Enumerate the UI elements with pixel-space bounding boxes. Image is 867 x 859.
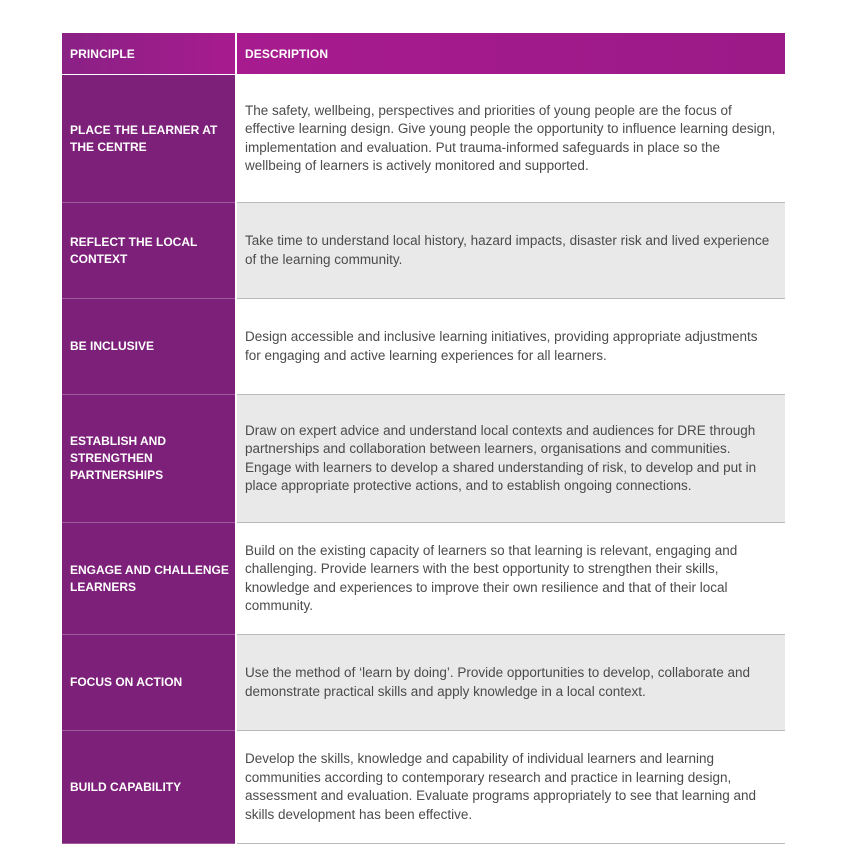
description-cell: Take time to understand local history, hazard impacts, disaster risk and lived experience of the learning community.	[236, 203, 785, 299]
table-row	[62, 299, 785, 395]
table-row	[62, 203, 785, 299]
principles-table	[62, 33, 785, 844]
principle-cell: BUILD CAPABILITY	[62, 731, 236, 844]
description-cell: Develop the skills, knowledge and capability of individual learners and learning communities according to contemporary research and practice in learning design, assessment and evaluation. Evaluate programs appropriately to see that learning and skills development has been effective.	[236, 731, 785, 844]
principle-cell: ESTABLISH AND STRENGTHEN PARTNERSHIPS	[62, 395, 236, 523]
column-header-description: DESCRIPTION	[236, 33, 785, 75]
table-body	[62, 75, 785, 844]
table-row	[62, 395, 785, 523]
table-row	[62, 523, 785, 635]
principle-cell: ENGAGE AND CHALLENGE LEARNERS	[62, 523, 236, 635]
description-cell: Draw on expert advice and understand local contexts and audiences for DRE through partnerships and collaboration between learners, organisations and communities. Engage with learners to develop a shared understanding of risk, to develop and put in place appropriate protective actions, and to establish ongoing connections.	[236, 395, 785, 523]
description-cell: The safety, wellbeing, perspectives and priorities of young people are the focus of effective learning design. Give young people the opportunity to influence learning design, implementation and evaluation. Put trauma-informed safeguards in place so the wellbeing of learners is actively monitored and supported.	[236, 75, 785, 203]
principle-cell: FOCUS ON ACTION	[62, 635, 236, 731]
description-cell: Design accessible and inclusive learning initiatives, providing appropriate adjustments for engaging and active learning experiences for all learners.	[236, 299, 785, 395]
description-cell: Use the method of ‘learn by doing’. Provide opportunities to develop, collaborate and demonstrate practical skills and apply knowledge in a local context.	[236, 635, 785, 731]
table-row	[62, 731, 785, 844]
principle-cell: REFLECT THE LOCAL CONTEXT	[62, 203, 236, 299]
principle-cell: BE INCLUSIVE	[62, 299, 236, 395]
header-row	[62, 33, 785, 75]
table-row	[62, 635, 785, 731]
description-cell: Build on the existing capacity of learners so that learning is relevant, engaging and challenging. Provide learners with the best opportunity to strengthen their skills, knowledge and experiences to improve their own resilience and that of their local community.	[236, 523, 785, 635]
table-row	[62, 75, 785, 203]
principle-cell: PLACE THE LEARNER AT THE CENTRE	[62, 75, 236, 203]
column-header-principle: PRINCIPLE	[62, 33, 236, 75]
table-header	[62, 33, 785, 75]
